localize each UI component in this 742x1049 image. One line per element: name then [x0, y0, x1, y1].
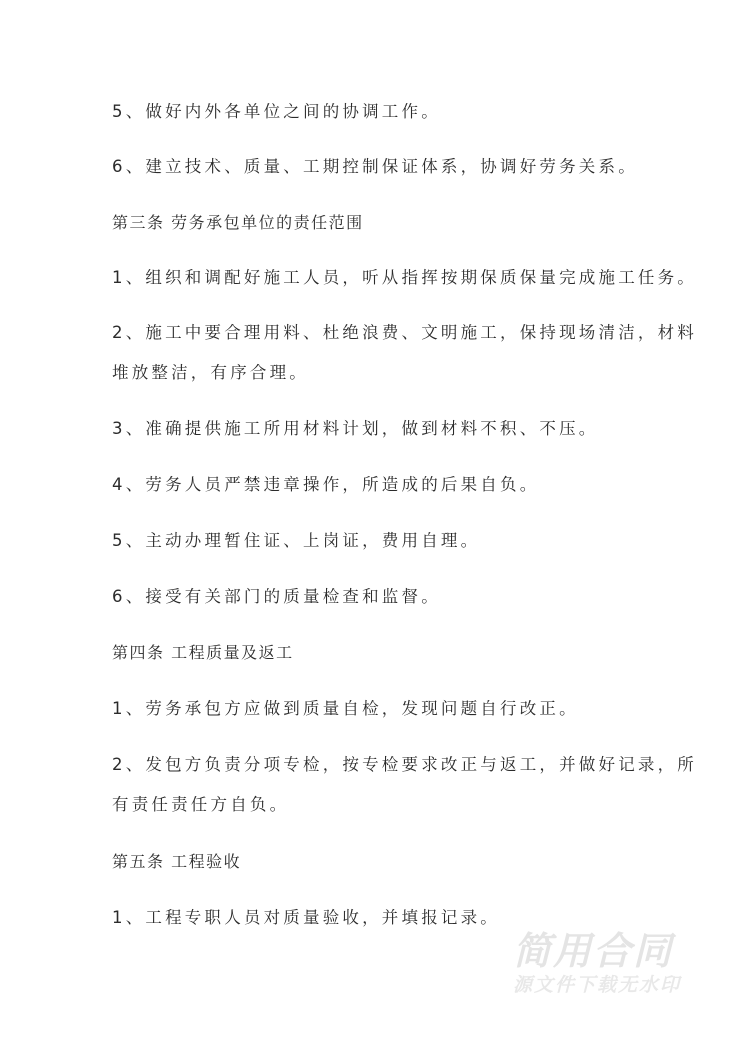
article-5-heading: 第五条 工程验收	[112, 852, 242, 871]
article-4-heading: 第四条 工程质量及返工	[112, 643, 294, 662]
clause-3-item-6: 6、接受有关部门的质量检查和监督。	[112, 587, 441, 606]
watermark-subtitle: 源文件下载无水印	[513, 974, 682, 996]
clause-3-item-5: 5、主动办理暂住证、上岗证，费用自理。	[112, 531, 481, 550]
clause-4-item-1: 1、劳务承包方应做到质量自检，发现问题自行改正。	[112, 699, 579, 718]
clause-3-item-2: 2、施工中要合理用料、杜绝浪费、文明施工，保持现场清洁，材料	[112, 323, 697, 342]
clause-4-item-2-cont: 有责任责任方自负。	[112, 795, 290, 814]
clause-2-item-5: 5、做好内外各单位之间的协调工作。	[112, 102, 441, 121]
clause-3-item-2-cont: 堆放整洁，有序合理。	[112, 363, 309, 382]
clause-3-item-3: 3、准确提供施工所用材料计划，做到材料不积、不压。	[112, 419, 599, 438]
clause-3-item-1: 1、组织和调配好施工人员，听从指挥按期保质保量完成施工任务。	[112, 268, 697, 287]
clause-2-item-6: 6、建立技术、质量、工期控制保证体系，协调好劳务关系。	[112, 157, 638, 176]
clause-5-item-1: 1、工程专职人员对质量验收，并填报记录。	[112, 908, 500, 927]
clause-3-item-4: 4、劳务人员严禁违章操作，所造成的后果自负。	[112, 475, 540, 494]
clause-4-item-2: 2、发包方负责分项专检，按专检要求改正与返工，并做好记录，所	[112, 755, 697, 774]
article-3-heading: 第三条 劳务承包单位的责任范围	[112, 213, 364, 232]
watermark-title: 简用合同	[513, 929, 674, 973]
